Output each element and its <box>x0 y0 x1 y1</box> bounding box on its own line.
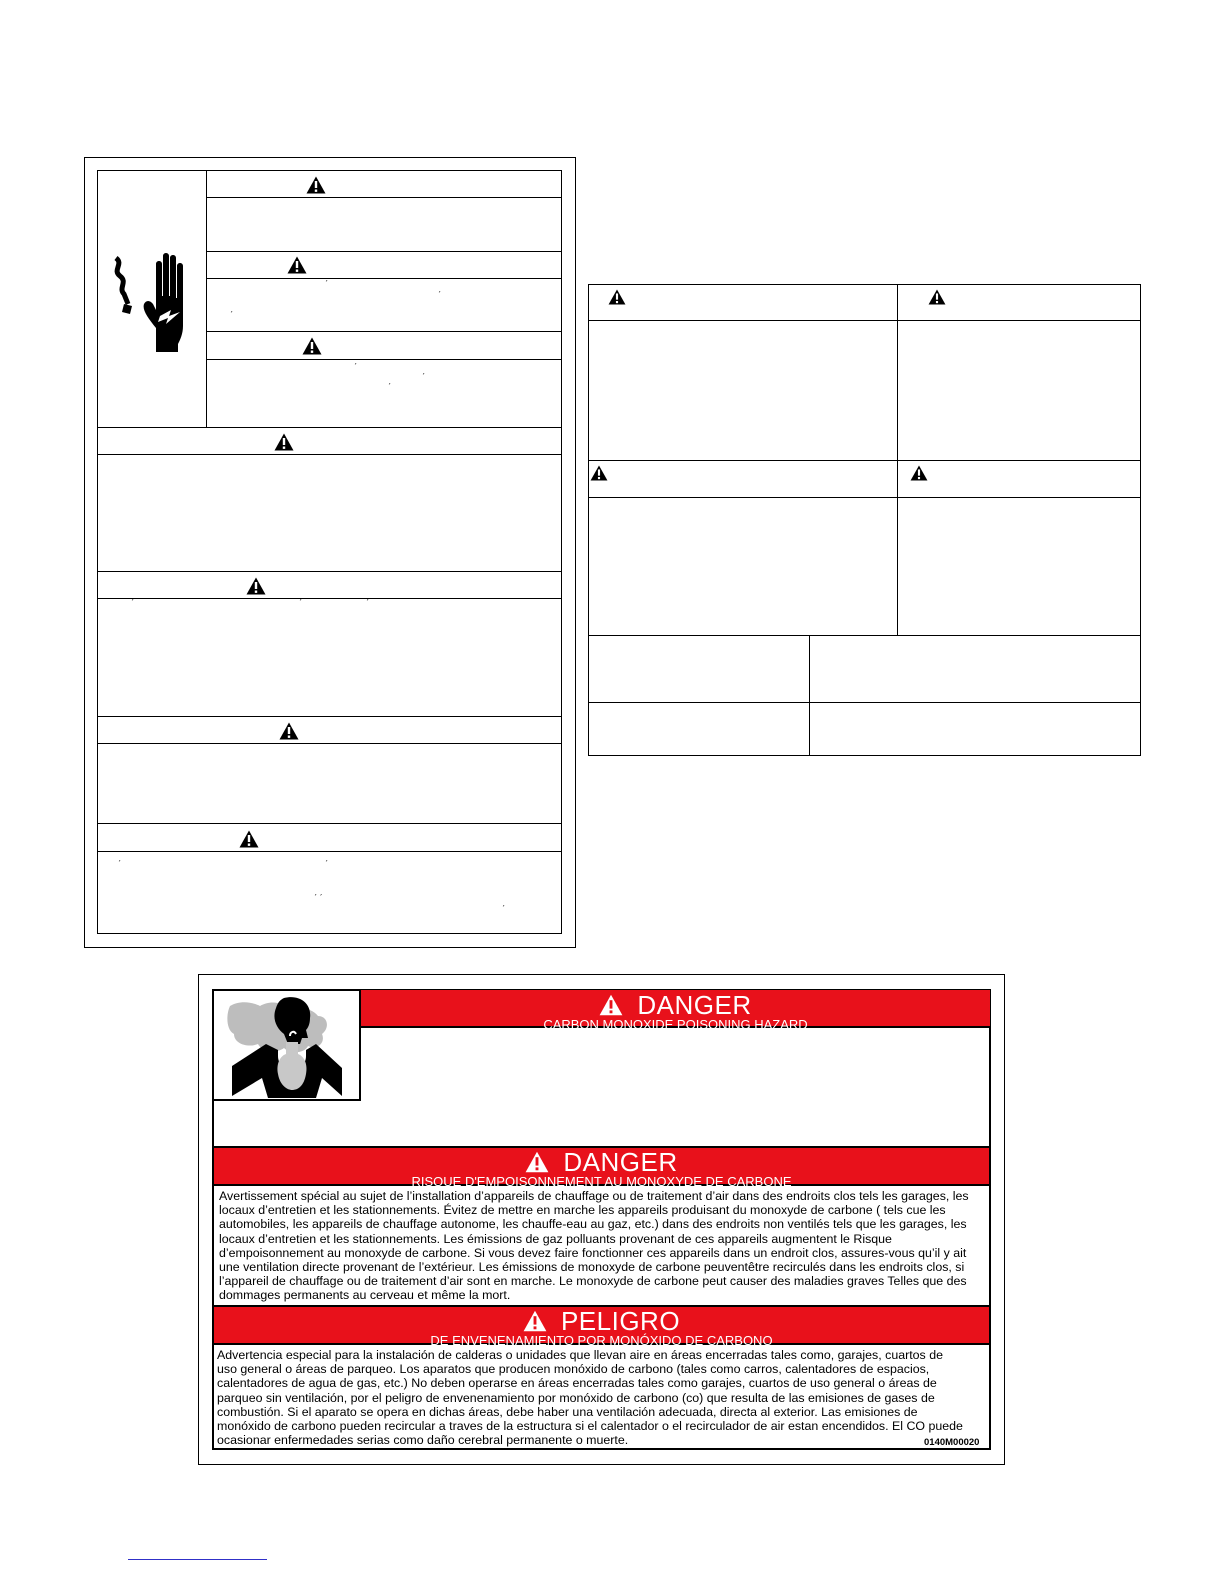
electrical-shock-hand-icon <box>108 248 200 358</box>
divider <box>97 716 562 717</box>
divider <box>206 359 562 360</box>
divider <box>97 851 562 852</box>
warning-triangle-icon <box>590 465 608 481</box>
danger-title-fr: DANGER <box>563 1147 678 1177</box>
divider <box>206 331 562 332</box>
accent-mark: ˊ <box>118 859 121 869</box>
divider <box>588 635 1141 636</box>
warning-triangle-icon <box>910 465 928 481</box>
accent-mark: ˊ <box>354 362 357 372</box>
icon-column-divider <box>206 170 207 427</box>
divider <box>97 598 562 599</box>
divider <box>97 823 562 824</box>
accent-mark: ˊ <box>366 598 369 608</box>
accent-mark: ˊ <box>422 372 425 382</box>
danger-title-es: PELIGRO <box>560 1306 681 1336</box>
danger-subtitle-es: DE ENVENENAMIENTO POR MONÓXIDO DE CARBONO <box>430 1333 773 1348</box>
warning-triangle-icon <box>287 256 307 274</box>
divider <box>97 454 562 455</box>
accent-mark: ˊ ˊ <box>314 893 323 903</box>
divider <box>588 497 1141 498</box>
warning-triangle-icon <box>525 1151 549 1173</box>
accent-mark: ˊ <box>388 382 391 392</box>
warning-triangle-icon <box>246 577 266 595</box>
warning-triangle-icon <box>302 337 322 355</box>
divider <box>588 320 1141 321</box>
danger-text-es: Advertencia especial para la instalación de calderas o unidades que llevan aire en áreas encerradas tales como, garajes, cuartos de uso general o áreas de parqueo. Los aparatos que producen monóxido de carbono (tales como carros, calentadores de espacios, calentadores de agua de gas, etc.) No deben operarse en áreas encerradas tales como garajes, cuartos de uso general o áreas de parqueo sin ventilación, por el peligro de envenenamiento por monóxido de carbono (co) que resulta de las emisiones de gases de combustión. Si el aparato se opera en dichas áreas, debe haber una ventilación adecuada, directa al exterior. Las emisiones de monóxido de carbono pueden recircular a traves de la estructura si el calentador o el recirculador de air estan encendidos. El CO puede ocasionar enfermedades serias como daño cerebral permanente o muerte. <box>217 1348 963 1448</box>
warning-triangle-icon <box>274 433 294 451</box>
danger-banner-en <box>361 990 990 1032</box>
warning-triangle-icon <box>239 830 259 848</box>
accent-mark: ˊ <box>299 598 302 608</box>
part-number: 0140M00020 <box>924 1437 980 1448</box>
danger-banner-fr <box>214 1147 989 1189</box>
warning-triangle-icon <box>928 289 946 305</box>
accent-mark: ˊ <box>438 290 441 300</box>
divider <box>206 251 562 252</box>
accent-mark: ˊ <box>131 598 134 608</box>
danger-title-en: DANGER <box>637 990 752 1020</box>
divider <box>97 427 562 428</box>
warning-triangle-icon <box>279 722 299 740</box>
footer-rule <box>128 1559 267 1560</box>
divider <box>206 278 562 279</box>
divider <box>97 743 562 744</box>
danger-banner-es <box>214 1306 989 1348</box>
accent-mark: ˊ <box>230 310 233 320</box>
warning-triangle-icon <box>306 176 326 194</box>
right-warning-table <box>588 284 1141 756</box>
co-poisoning-person-icon <box>226 994 348 1098</box>
accent-mark: ˊ <box>502 904 505 914</box>
warning-triangle-icon <box>523 1310 547 1332</box>
accent-mark: ˊ <box>325 279 328 289</box>
column-divider <box>809 635 810 756</box>
divider <box>588 460 1141 461</box>
danger-text-fr: Avertissement spécial au sujet de l’installation d’appareils de chauffage ou de traitement d’air dans des endroits clos tels les garages, les locaux d’entretien et les stationnements. Évitez de mettre en marche les appareils produisant du monoxyde de carbone ( tels cue les automobiles, les appareils de chauffage autonome, les chauffe-eau au gaz, etc.) dans des endroits non ventilés tels que les garages, les locaux d’entretien et les stationnements. Les émissions de gaz polluants provenant de ces appareils augmentent le Risque d’empoisonnement au monoxyde de carbone. Si vous devez faire fonctionner ces appareils dans un endroit clos, assures-vous qu’il y ait une ventilation directe provenant de l’extérieur. Les émissions de monoxyde de carbone peuventêtre recirculés dans les endroits clos, si l’appareil de chauffage ou de traitement d’air sont en marche. Le monoxyde de carbone peut causer des maladies graves Telles que des dommages permanents au cerveau et même la mort. <box>219 1189 969 1303</box>
danger-subtitle-fr: RISQUE D'EMPOISONNEMENT AU MONOXYDE DE CARBONE <box>411 1174 792 1189</box>
divider <box>588 702 1141 703</box>
divider <box>97 571 562 572</box>
warning-triangle-icon <box>608 289 626 305</box>
warning-triangle-icon <box>599 994 623 1016</box>
danger-subtitle-en: CARBON MONOXIDE POISONING HAZARD <box>543 1017 808 1032</box>
column-divider <box>897 284 898 635</box>
divider <box>206 197 562 198</box>
accent-mark: ˊ <box>325 859 328 869</box>
